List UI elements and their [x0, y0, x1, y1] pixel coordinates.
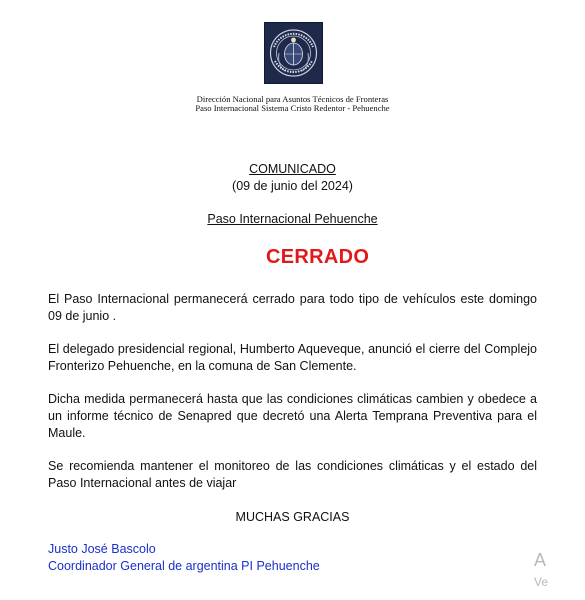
paragraph-recommendation: Se recomienda mantener el monitoreo de las condiciones climáticas y el estado del Paso Internacional antes de viajar — [48, 459, 537, 490]
paragraph-measure: Dicha medida permanecerá hasta que las condiciones climáticas cambien y obedece a un informe técnico de Senapred que decretó una Alerta Temprana Preventiva para el Maule. — [48, 392, 537, 440]
agency-subtitle: Paso Internacional Sistema Cristo Redentor - Pehuenche — [195, 103, 390, 113]
signature-role: Coordinador General de argentina PI Pehuenche — [48, 559, 320, 573]
document-subject: Paso Internacional Pehuenche — [207, 212, 378, 226]
closing-thanks: MUCHAS GRACIAS — [235, 510, 350, 524]
government-seal-icon — [264, 22, 323, 84]
watermark-line1: A — [534, 550, 547, 570]
status-heading: CERRADO — [266, 246, 370, 268]
document-date: (09 de junio del 2024) — [232, 179, 353, 193]
signature-name: Justo José Bascolo — [48, 542, 156, 556]
paragraph-closure: El Paso Internacional permanecerá cerrado para todo tipo de vehículos este domingo 09 de junio . — [48, 292, 537, 323]
watermark-line2: Ve — [534, 575, 549, 589]
document-title: COMUNICADO — [249, 162, 336, 176]
paragraph-announcement: El delegado presidencial regional, Humberto Aqueveque, anunció el cierre del Complejo Fronterizo Pehuenche, en la comuna de San Clemente. — [48, 342, 537, 373]
agency-name: Dirección Nacional para Asuntos Técnicos de Fronteras — [196, 94, 389, 104]
